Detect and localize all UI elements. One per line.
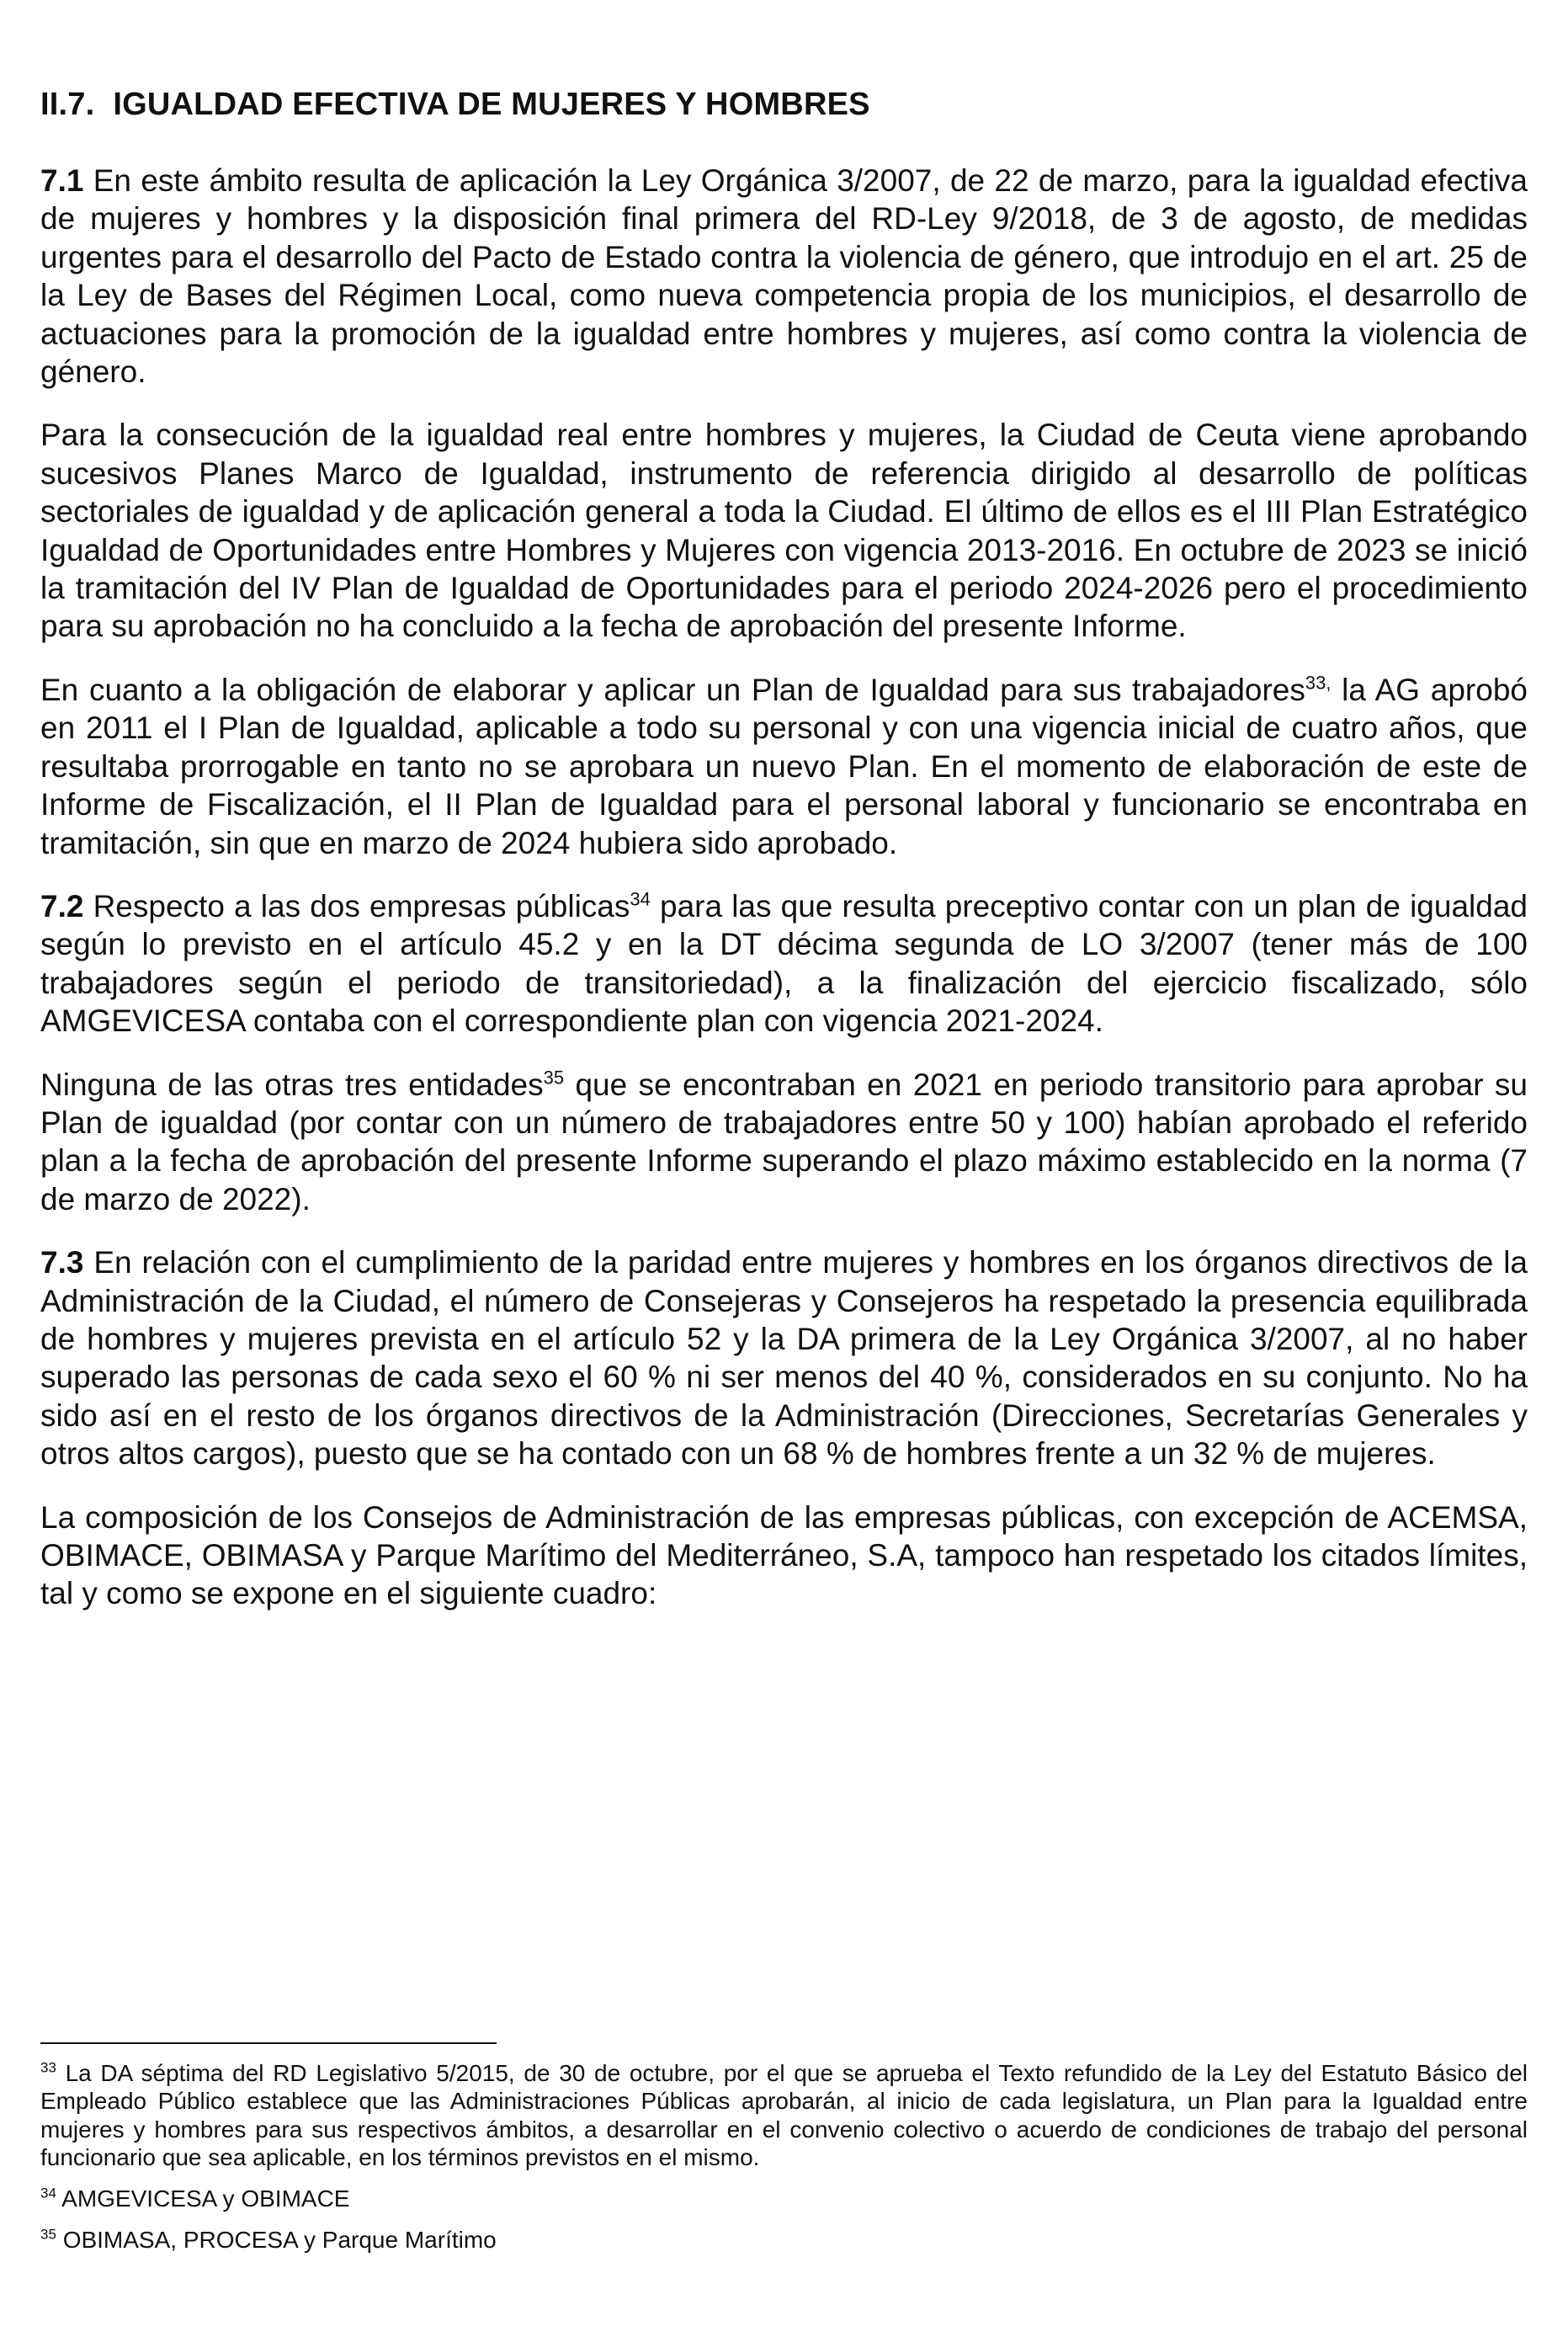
footnote-34 (40, 2185, 1528, 2212)
paragraph-text: para las que resulta preceptivo contar con un plan de igualdad según lo previsto en el artículo 45.2 y en la DT décima segunda de LO 3/2007 (tener más de 100 trabajadores según el periodo de transitoriedad), a la finalización del ejercicio fiscalizado, sólo AMGEVICESA contaba con el correspondiente plan con vigencia 2021-2024. (40, 888, 1528, 1039)
footnote-number: 34 (40, 2185, 56, 2201)
footnote-number: 33 (40, 2059, 56, 2076)
footnote-33 (40, 2059, 1528, 2171)
footnote-ref-34[interactable]: 34 (630, 888, 651, 910)
paragraph-otras-entidades (40, 1066, 1528, 1219)
paragraph-text: La composición de los Consejos de Administración de las empresas públicas, con excepción de ACEMSA, OBIMACE, OBIMASA y Parque Marítimo del Mediterráneo, S.A, tampoco han respetado los citados límites, tal y como se expone en el siguiente cuadro: (40, 1499, 1528, 1611)
footnote-35 (40, 2226, 1528, 2254)
body-text (40, 162, 1528, 1613)
paragraph-plan-igualdad-ag (40, 671, 1528, 862)
paragraph-text: que se encontraban en 2021 en periodo transitorio para aprobar su Plan de igualdad (por contar con un número de trabajadores entre 50 y 100) habían aprobado el referido plan a la fecha de aprobación del presente Informe superando el plazo máximo establecido en la norma (7 de marzo de 2022). (40, 1067, 1528, 1216)
paragraph-7-3 (40, 1243, 1528, 1472)
footnote-ref-35[interactable]: 35 (543, 1067, 565, 1089)
footnote-text: OBIMASA, PROCESA y Parque Marítimo (56, 2227, 497, 2254)
paragraph-text: En cuanto a la obligación de elaborar y aplicar un Plan de Igualdad para sus trabajadores (40, 672, 1305, 707)
section-title: IGUALDAD EFECTIVA DE MUJERES Y HOMBRES (113, 87, 870, 122)
paragraph-consejos-administracion (40, 1499, 1528, 1613)
footnotes (40, 2059, 1528, 2268)
section-number: II.7. (40, 87, 95, 122)
paragraph-text: Ninguna de las otras tres entidades (40, 1067, 544, 1102)
footnote-text: La DA séptima del RD Legislativo 5/2015, de 30 de octubre, por el que se aprueba el Texto refundido de la Ley del Estatuto Básico del Empleado Público establece que las Administraciones Públicas aprobarán, al inicio de cada legislatura, un Plan para la Igualdad entre mujeres y hombres para sus respectivos ámbitos, a desarrollar en el convenio colectivo o acuerdo de condiciones de trabajo del personal funcionario que sea aplicable, en los términos previstos en el mismo. (40, 2060, 1528, 2170)
paragraph-text: la AG aprobó en 2011 el I Plan de Igualdad, aplicable a todo su personal y con una vigencia inicial de cuatro años, que resultaba prorrogable en tanto no se aprobara un nuevo Plan. En el momento de elaboración de este de Informe de Fiscalización, el II Plan de Igualdad para el personal laboral y funcionario se encontraba en tramitación, sin que en marzo de 2024 hubiera sido aprobado. (40, 672, 1528, 860)
footnote-ref-33[interactable]: 33, (1305, 672, 1331, 694)
paragraph-7-1 (40, 162, 1528, 391)
paragraph-number: 7.1 (40, 163, 84, 198)
footnote-separator (40, 2042, 497, 2044)
paragraph-planes-marco (40, 416, 1528, 645)
paragraph-text: Para la consecución de la igualdad real entre hombres y mujeres, la Ciudad de Ceuta viene aprobando sucesivos Planes Marco de Igualdad, instrumento de referencia dirigido al desarrollo de políticas sectoriales de igualdad y de aplicación general a toda la Ciudad. El último de ellos es el III Plan Estratégico Igualdad de Oportunidades entre Hombres y Mujeres con vigencia 2013-2016. En octubre de 2023 se inició la tramitación del IV Plan de Igualdad de Oportunidades para el periodo 2024-2026 pero el procedimiento para su aprobación no ha concluido a la fecha de aprobación del presente Informe. (40, 418, 1528, 644)
paragraph-number: 7.3 (40, 1245, 84, 1280)
paragraph-text: En relación con el cumplimiento de la paridad entre mujeres y hombres en los órganos directivos de la Administración de la Ciudad, el número de Consejeras y Consejeros ha respetado la presencia equilibrada de hombres y mujeres prevista en el artículo 52 y la DA primera de la Ley Orgánica 3/2007, al no haber superado las personas de cada sexo el 60 % ni ser menos del 40 %, considerados en su conjunto. No ha sido así en el resto de los órganos directivos de la Administración (Direcciones, Secretarías Generales y otros altos cargos), puesto que se ha contado con un 68 % de hombres frente a un 32 % de mujeres. (40, 1245, 1528, 1472)
section-heading (40, 87, 870, 123)
paragraph-text: En este ámbito resulta de aplicación la Ley Orgánica 3/2007, de 22 de marzo, para la igualdad efectiva de mujeres y hombres y la disposición final primera del RD-Ley 9/2018, de 3 de agosto, de medidas urgentes para el desarrollo del Pacto de Estado contra la violencia de género, que introdujo en el art. 25 de la Ley de Bases del Régimen Local, como nueva competencia propia de los municipios, el desarrollo de actuaciones para la promoción de la igualdad entre hombres y mujeres, así como contra la violencia de género. (40, 163, 1528, 390)
paragraph-text: Respecto a las dos empresas públicas (83, 888, 630, 924)
paragraph-7-2 (40, 887, 1528, 1041)
footnote-text: AMGEVICESA y OBIMACE (56, 2185, 350, 2212)
paragraph-number: 7.2 (40, 888, 84, 924)
footnote-number: 35 (40, 2227, 56, 2244)
